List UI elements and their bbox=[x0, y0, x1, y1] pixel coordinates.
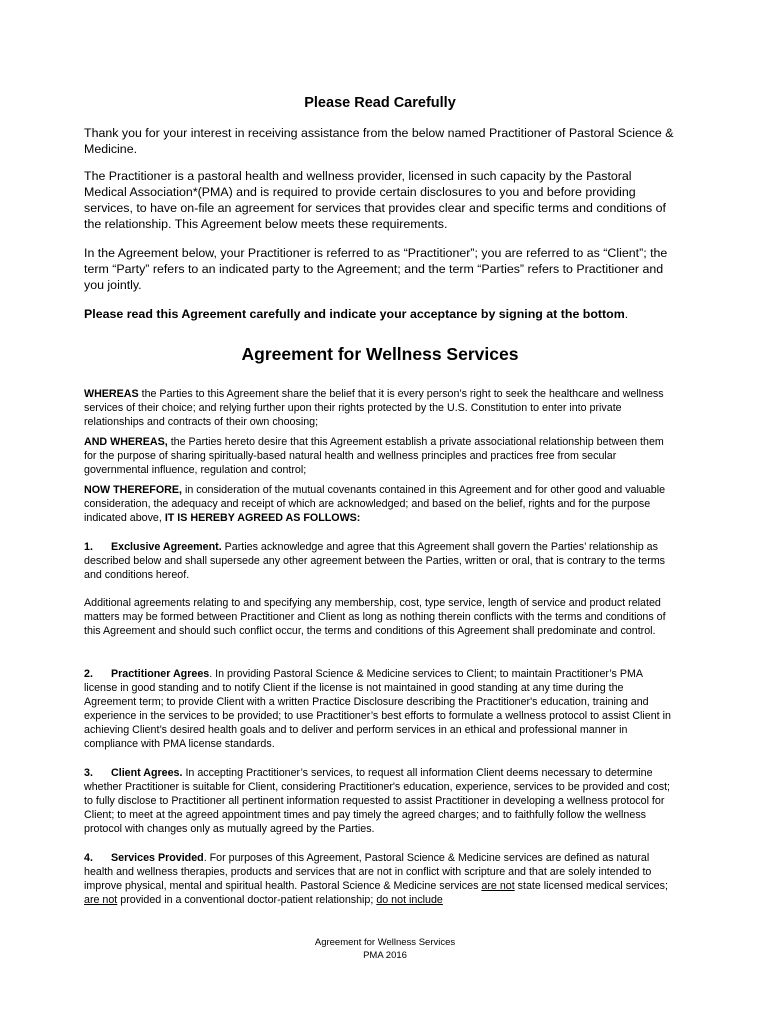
section-3-number: 3. bbox=[84, 767, 93, 779]
section-2-number: 2. bbox=[84, 668, 93, 680]
section-2 bbox=[84, 667, 676, 751]
now-therefore-clause bbox=[84, 483, 676, 525]
section-4-emphasis-3: do not include bbox=[376, 894, 443, 906]
acceptance-instruction: Please read this Agreement carefully and indicate your acceptance by signing at the bottom bbox=[84, 307, 625, 321]
whereas-text: the Parties to this Agreement share the belief that it is every person’s right to seek the healthcare and wellness services of their choice; and relying further upon their rights protected by the U.S. Constitution to enter into private relationships and contracts of their own choosing; bbox=[84, 388, 664, 428]
section-4-title: Services Provided bbox=[111, 852, 204, 864]
intro-paragraph-1: Thank you for your interest in receiving assistance from the below named Practitioner of Pastoral Science & Medicine. bbox=[84, 126, 674, 156]
section-4-text-1: . For purposes of this Agreement, Pastoral Science & Medicine services are defined as natural health and wellness therapies, products and services that are not in conflict with scripture and that are solely intended to improve physical, mental and spiritual health. Pastoral Science & Medicine services bbox=[84, 852, 652, 892]
section-4-text-3: provided in a conventional doctor-patient relationship; bbox=[117, 894, 377, 906]
agreed-label: IT IS HEREBY AGREED AS FOLLOWS: bbox=[164, 512, 361, 524]
and-whereas-text: the Parties hereto desire that this Agreement establish a private associational relationship between them for the purpose of sharing spiritually-based natural health and wellness principles and practices free from secular governmental influence, regulation and control; bbox=[84, 436, 664, 476]
section-1 bbox=[84, 540, 676, 582]
section-2-title: Practitioner Agrees bbox=[111, 668, 210, 680]
intro-paragraph-2: The Practitioner is a pastoral health and wellness provider, licensed in such capacity by the Pastoral Medical Association*(PMA) and is required to provide certain disclosures to you and before providing services, to have on-file an agreement for services that provides clear and specific terms and conditions of the relationship. This Agreement below meets these requirements. bbox=[84, 169, 666, 231]
section-2-text: . In providing Pastoral Science & Medicine services to Client; to maintain Practitioner’s PMA license in good standing and to notify Client if the license is not maintained in good standing at any time during the Agreement term; to provide Client with a written Practice Disclosure describing the Practitioner's education, training and experience in the services to be provided; to use Practitioner’s best efforts to formulate a wellness protocol to assist Client in achieving Client’s desired health goals and to deliver and perform services in an ethical and professional manner in compliance with PMA license standards. bbox=[84, 668, 671, 750]
intro-paragraph-4 bbox=[84, 306, 676, 322]
section-1-text: Parties acknowledge and agree that this Agreement shall govern the Parties’ relationship as described below and shall supersede any other agreement between the Parties, written or oral, that is contrary to the terms and conditions hereof. bbox=[84, 541, 665, 581]
section-3-text: In accepting Practitioner’s services, to request all information Client deems necessary to determine whether Practitioner is suitable for Client, considering Practitioner's education, experience, services to be provided and cost; to fully disclose to Practitioner all pertinent information requested to assist Practitioner in developing a wellness protocol for Client; to meet at the agreed appointment times and pay timely the agreed charges; and to faithfully follow the wellness protocol with changes only as mutually agreed by the Parties. bbox=[84, 767, 671, 835]
section-1-paragraph-2: Additional agreements relating to and specifying any membership, cost, type service, length of service and product related matters may be formed between Practitioner and Client as long as nothing therein conflicts with the terms and conditions of this Agreement and should such conflict occur, the terms and conditions of this Agreement shall predominate and control. bbox=[84, 597, 666, 637]
intro-paragraph-3: In the Agreement below, your Practitioner is referred to as “Practitioner”; you are referred to as “Client”; the term “Party” refers to an indicated party to the Agreement; and the term “Parties” refers to Practitioner and you jointly. bbox=[84, 246, 668, 292]
page-title: Please Read Carefully bbox=[304, 95, 456, 111]
section-4-emphasis-1: are not bbox=[481, 880, 515, 892]
section-4-text-2: state licensed medical services; bbox=[514, 880, 668, 892]
agreement-title: Agreement for Wellness Services bbox=[241, 344, 519, 364]
now-therefore-label: NOW THEREFORE, bbox=[84, 484, 182, 496]
section-4-emphasis-2: are not bbox=[84, 894, 118, 906]
footer-title: Agreement for Wellness Services bbox=[314, 937, 456, 948]
footer-edition: PMA 2016 bbox=[363, 950, 407, 961]
and-whereas-clause bbox=[84, 435, 676, 477]
and-whereas-label: AND WHEREAS, bbox=[84, 436, 168, 448]
acceptance-period: . bbox=[624, 307, 629, 321]
section-4 bbox=[84, 851, 676, 907]
section-4-number: 4. bbox=[84, 852, 93, 864]
section-1-number: 1. bbox=[84, 541, 93, 553]
page-footer bbox=[0, 936, 770, 962]
section-3-title: Client Agrees. bbox=[111, 767, 183, 779]
section-1-title: Exclusive Agreement. bbox=[111, 541, 222, 553]
whereas-label: WHEREAS bbox=[84, 388, 139, 400]
now-therefore-text: in consideration of the mutual covenants contained in this Agreement and for other good and valuable consideration, the adequacy and receipt of which are acknowledged; and based on the belief, rights and for the purpose indicated above, bbox=[84, 484, 666, 524]
section-3 bbox=[84, 766, 676, 836]
whereas-clause bbox=[84, 387, 676, 429]
